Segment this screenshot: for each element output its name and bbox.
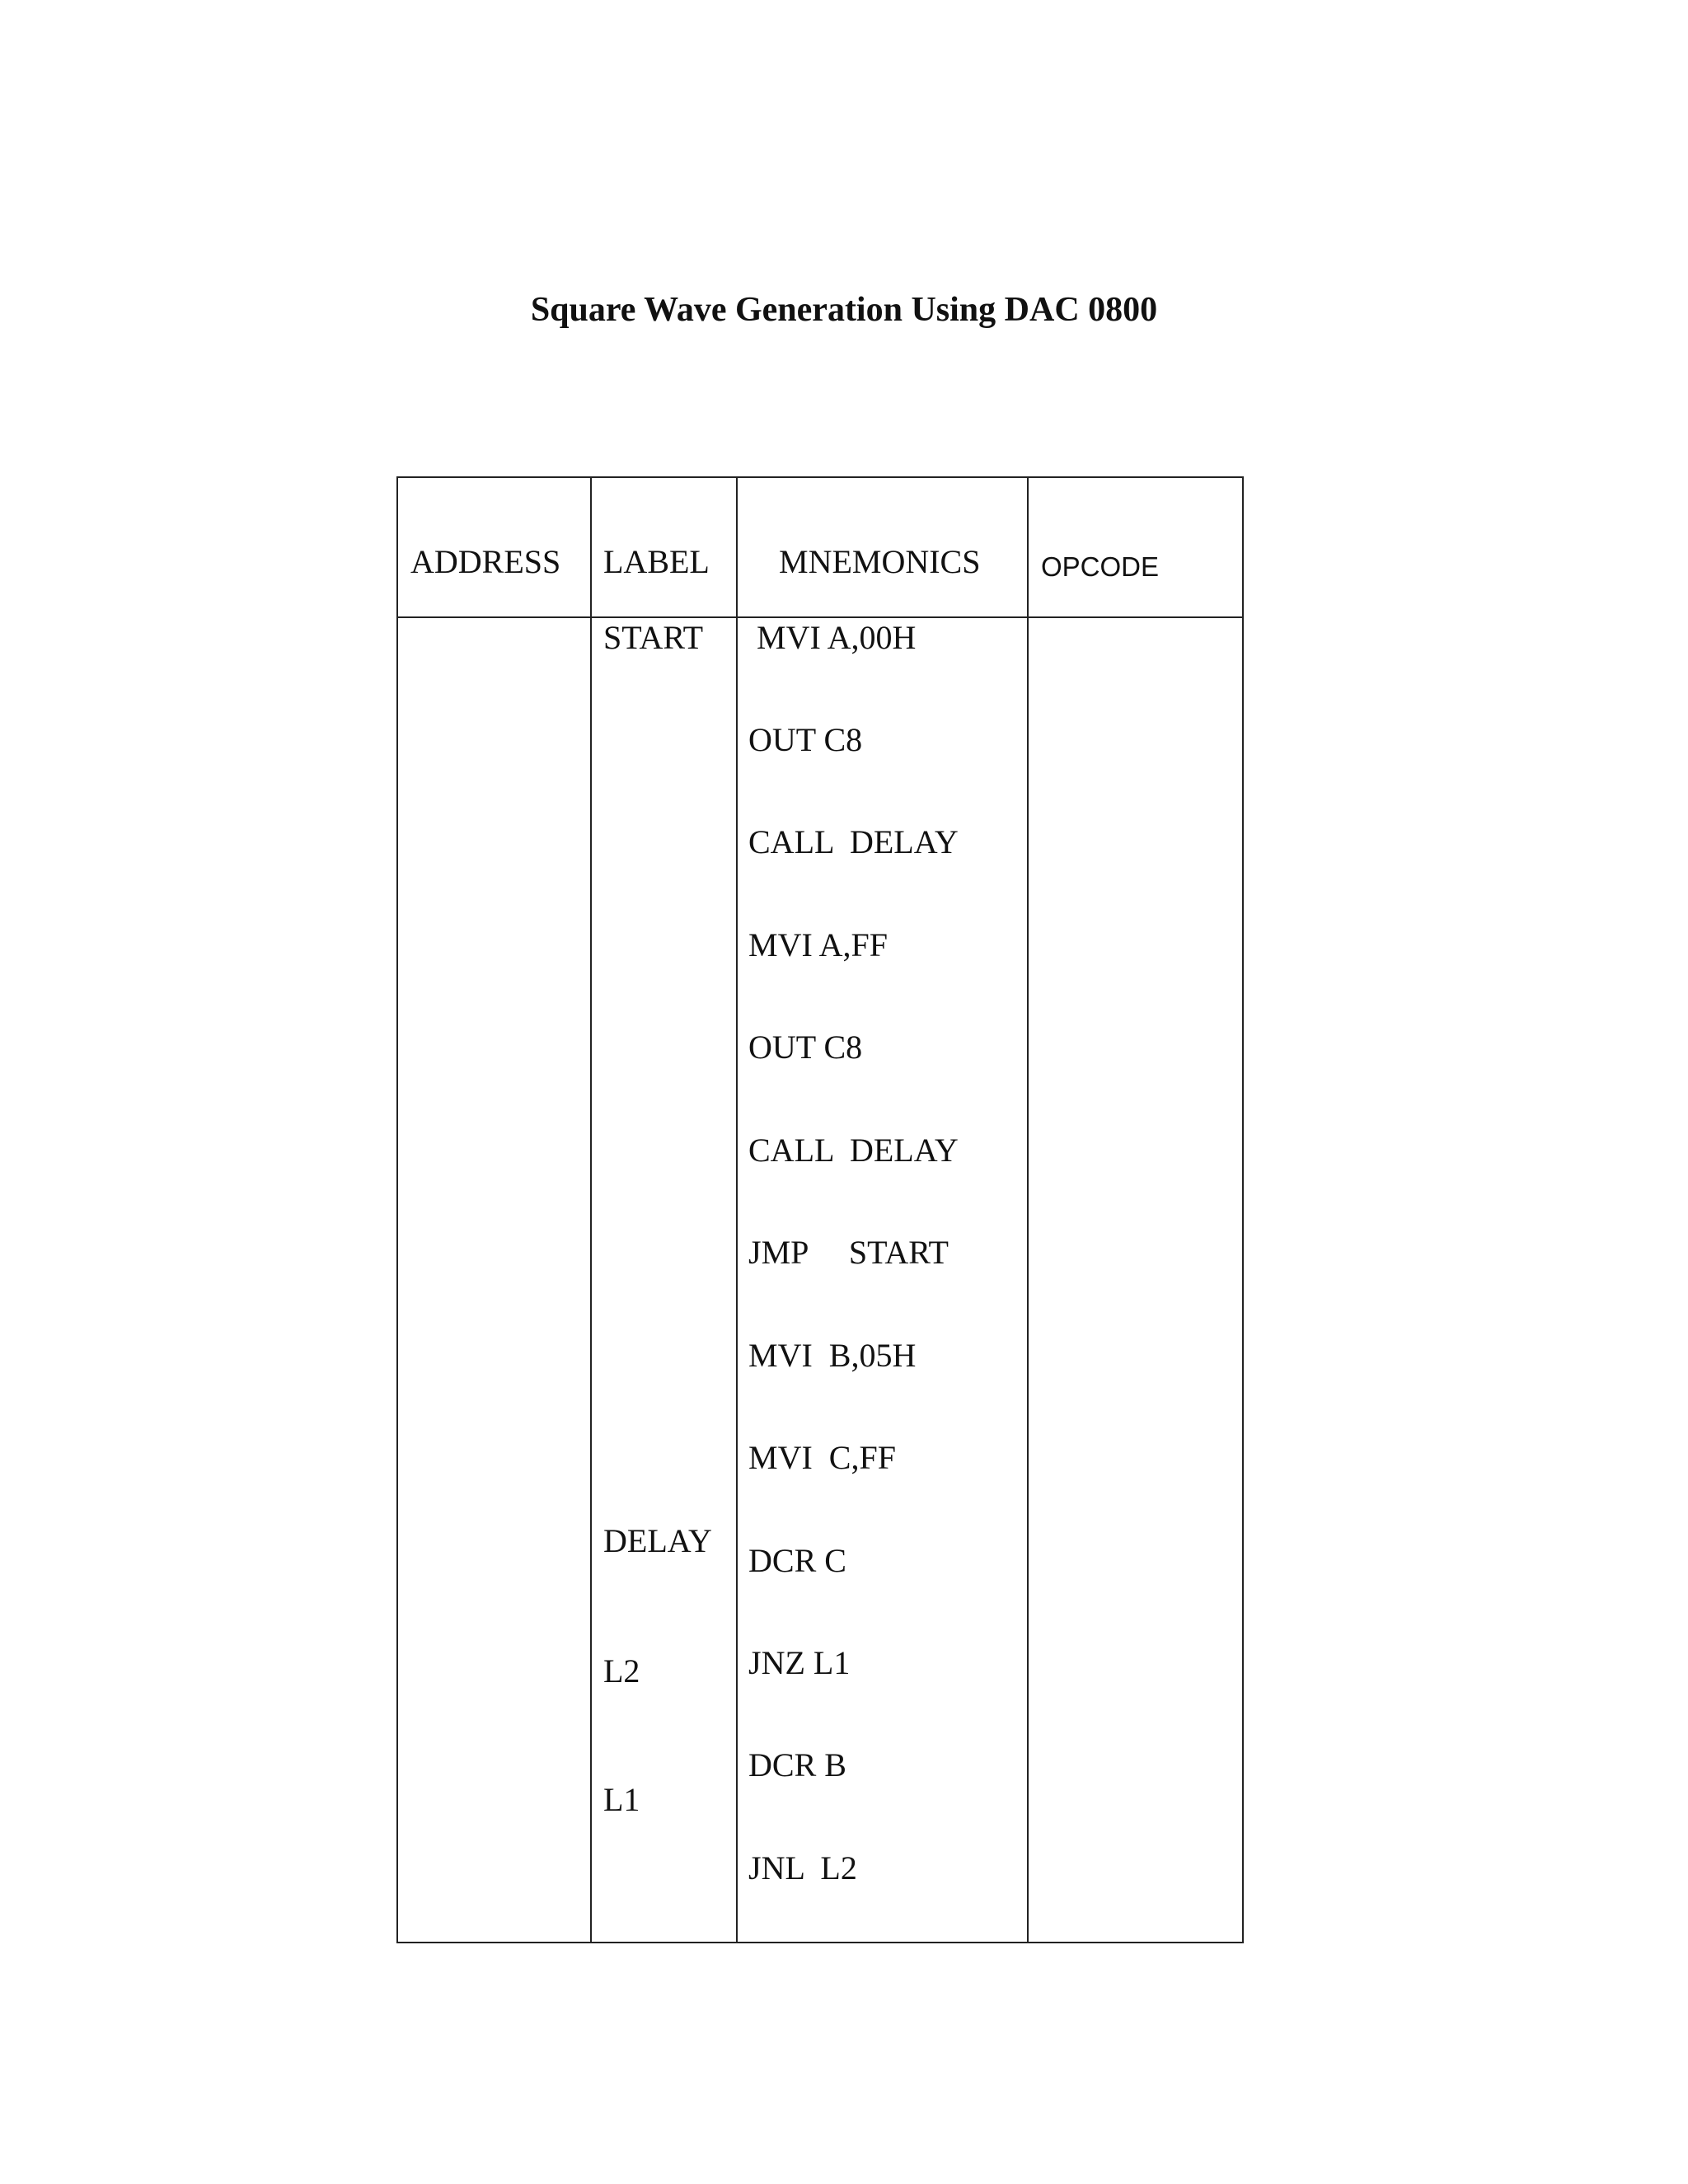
page-title: Square Wave Generation Using DAC 0800	[530, 291, 1158, 329]
label-cell: START	[603, 619, 704, 656]
column-divider	[736, 478, 738, 1942]
mnemonic-cell: DCR B	[748, 1746, 846, 1783]
mnemonic-cell: JMP START	[748, 1234, 949, 1271]
mnemonic-cell: MVI A,FF	[748, 926, 888, 963]
mnemonic-cell: MVI C,FF	[748, 1439, 896, 1476]
column-divider	[1027, 478, 1029, 1942]
mnemonic-cell: CALL DELAY	[748, 1132, 959, 1169]
header-opcode: OPCODE	[1041, 551, 1160, 582]
mnemonic-cell: MVI A,00H	[757, 619, 917, 656]
header-mnemonics: MNEMONICS	[779, 543, 981, 580]
header-address: ADDRESS	[410, 543, 561, 580]
mnemonic-cell: JNZ L1	[748, 1644, 851, 1681]
column-divider	[590, 478, 592, 1942]
mnemonic-cell: CALL DELAY	[748, 823, 959, 860]
label-cell: L1	[603, 1781, 640, 1818]
mnemonic-cell: MVI B,05H	[748, 1337, 917, 1374]
program-table	[396, 476, 1244, 1943]
header-label: LABEL	[603, 543, 710, 580]
label-cell: L2	[603, 1652, 640, 1690]
mnemonic-cell: OUT C8	[748, 721, 863, 758]
mnemonic-cell: JNL L2	[748, 1849, 857, 1886]
mnemonic-cell: DCR C	[748, 1542, 846, 1579]
mnemonic-cell: OUT C8	[748, 1029, 863, 1066]
label-cell: DELAY	[603, 1522, 712, 1559]
